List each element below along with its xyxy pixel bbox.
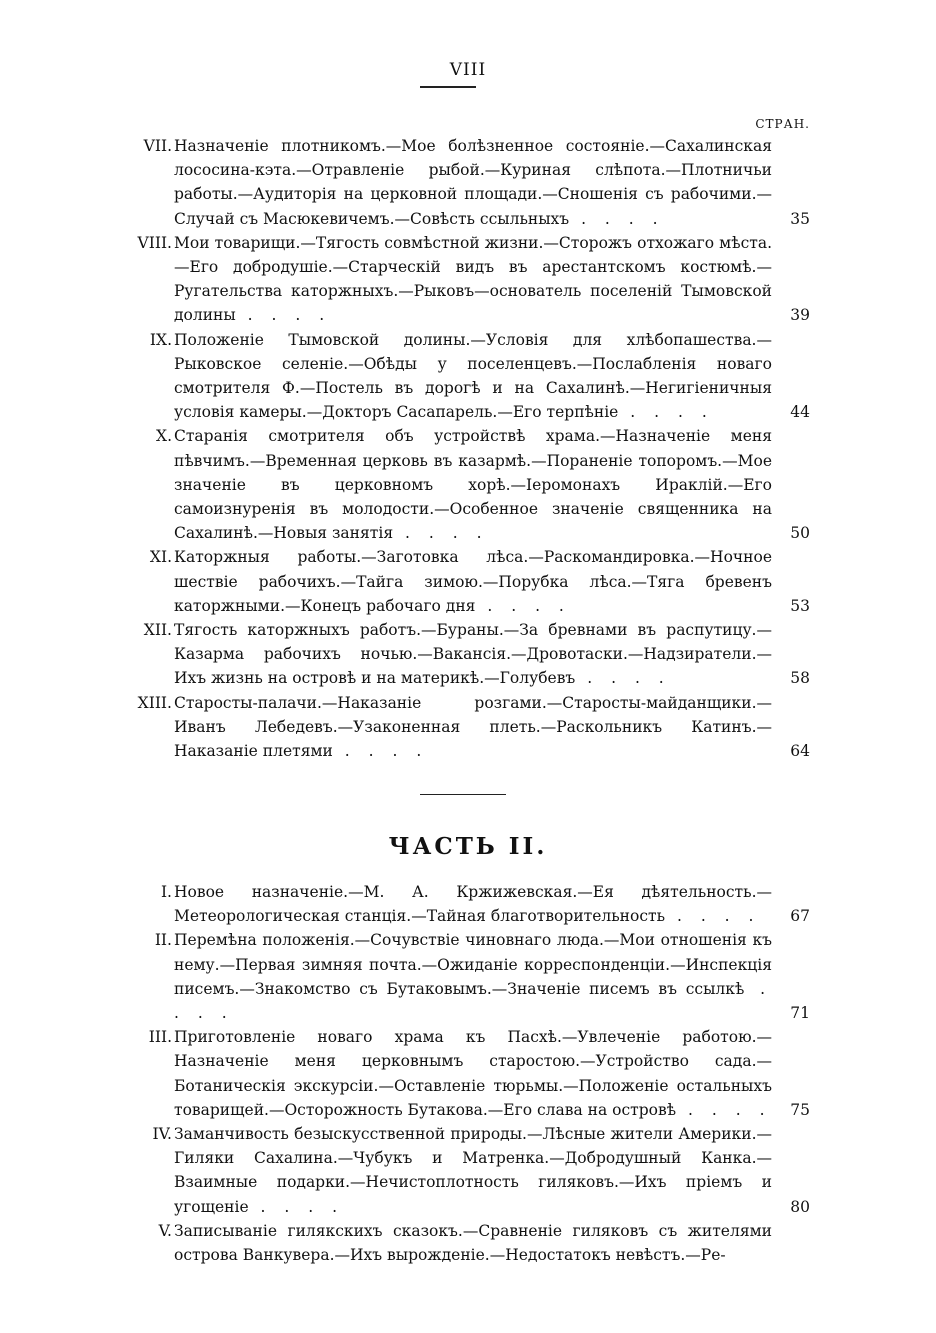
toc-entry-page: 39	[790, 306, 810, 325]
toc-entry	[106, 928, 810, 1025]
toc-entry-title: Тягость каторжныхъ работъ.—Бураны.—За бревнами въ распутицу.—Казарма рабочихъ ночью.—Вакансія.—Дровотаски.—Надзиратели.—Ихъ жизнь на островѣ и на материкѣ.—Голубевъ	[174, 621, 772, 688]
page-number: VIII	[449, 60, 487, 80]
dot-leader: . . . .	[569, 209, 665, 228]
toc-entry-title: Приготовленіе новаго храма къ Пасхѣ.—Увлеченіе работою.—Назначеніе меня церковнымъ старостою.—Устройство сада.—Ботаническія экскурсіи.—Оставленіе тюрьмы.—Положеніе остальныхъ товарищей.—Осторожность Бутакова.—Его слава на островѣ	[174, 1028, 772, 1119]
toc-entry-number: X.	[156, 427, 172, 446]
toc-entry	[106, 134, 810, 231]
toc-entry	[106, 1122, 810, 1219]
toc-entry	[106, 545, 810, 618]
toc-entry-number: I.	[160, 883, 172, 901]
toc-entry	[106, 424, 810, 545]
toc-entry-title: Записываніе гилякскихъ сказокъ.—Сравненіе гиляковъ съ жителями острова Ванкувера.—Ихъ вырожденіе.—Недостатокъ невѣстъ.—Ре-	[174, 1221, 772, 1265]
section-divider	[420, 794, 506, 795]
toc-entry-text	[174, 424, 772, 545]
toc-entry	[106, 231, 810, 328]
dot-leader: . . . .	[665, 907, 761, 926]
page-number-rule	[420, 86, 476, 88]
dot-leader: . . . .	[618, 403, 714, 422]
toc-entry	[106, 691, 810, 764]
toc-entry-text	[174, 880, 772, 928]
toc-part-2	[106, 880, 810, 1267]
toc-entry-text	[174, 1219, 772, 1267]
toc-entry-number: IV.	[152, 1125, 172, 1144]
toc-entry-page: 80	[790, 1197, 810, 1216]
toc-entry-page: 35	[790, 209, 810, 228]
toc-entry-number: XIII.	[137, 693, 172, 712]
toc-entry-title: Положеніе Тымовской долины.—Условія для хлѣбопашества.—Рыковское селеніе.—Обѣды у поселенцевъ.—Послабленія новаго смотрителя Ф.—Постель въ дорогѣ и на Сахалинѣ.—Негигіеничныя условія камеры.—Докторъ Сасапарель.—Его терпѣніе	[174, 330, 772, 422]
toc-entry-text	[174, 1122, 772, 1219]
dot-leader: . . . .	[248, 1197, 345, 1216]
toc-entry	[106, 1219, 810, 1267]
dot-leader: . . . .	[676, 1100, 772, 1119]
page-column-label: СТРАН.	[755, 117, 810, 131]
part-heading: ЧАСТЬ II.	[388, 833, 548, 860]
toc-entry-number: VIII.	[137, 233, 172, 252]
toc-entry-text	[174, 618, 772, 691]
toc-entry-title: Новое назначеніе.—М. А. Кржижевская.—Ея дѣятельность.—Метеорологическая станція.—Тайная благотворительность	[174, 883, 772, 926]
toc-entry-number: XI.	[149, 548, 172, 567]
toc-entry-title: Назначеніе плотникомъ.—Мое болѣзненное состояніе.—Сахалинская лососина-кэта.—Отравленіе рыбой.—Куриная слѣпота.—Плотничьи работы.—Аудиторія на церковной площади.—Сношенія съ рабочими.—Случай съ Масюкевичемъ.—Совѣсть ссыльныхъ	[174, 137, 772, 228]
toc-entry-title: Перемѣна положенія.—Сочувствіе чиновнаго люда.—Мои отношенія къ нему.—Первая зимняя почта.—Ожиданіе корреспонденціи.—Инспекція писемъ.—Знакомство съ Бутаковымъ.—Значеніе писемъ въ ссылкѣ	[174, 931, 772, 998]
dot-leader: . . . .	[393, 524, 489, 543]
toc-entry-title: Мои товарищи.—Тягость совмѣстной жизни.—Сторожъ отхожаго мѣста.—Его добродушіе.—Старческій видъ въ арестантскомъ костюмѣ.—Ругательства каторжныхъ.—Рыковъ—основатель поселеній Тымовской долины	[174, 233, 772, 325]
toc-entry-text	[174, 134, 772, 231]
dot-leader: . . . .	[475, 596, 571, 615]
toc-entry-title: Заманчивость безыскусственной природы.—Лѣсные жители Америки.—Гиляки Сахалина.—Чубукъ и Матренка.—Добродушный Канка.—Взаимные подарки.—Нечистоплотность гиляковъ.—Ихъ пріемъ и угощеніе	[174, 1125, 772, 1216]
toc-entry-page: 67	[790, 907, 810, 926]
toc-entry-text	[174, 545, 772, 618]
toc-entry-text	[174, 691, 772, 764]
dot-leader: . . . .	[174, 979, 773, 1023]
dot-leader: . . . .	[575, 669, 671, 688]
toc-entry-page: 50	[790, 524, 810, 543]
dot-leader: . . . .	[235, 306, 332, 325]
toc-entry	[106, 880, 810, 928]
toc-entry-number: V.	[158, 1221, 172, 1240]
toc-entry-number: II.	[154, 931, 172, 950]
toc-entry-number: IX.	[149, 330, 172, 349]
toc-entry-page: 44	[790, 403, 810, 422]
toc-entry	[106, 328, 810, 425]
toc-entry	[106, 1025, 810, 1122]
toc-entry-number: III.	[148, 1028, 172, 1047]
toc-entry-title: Старосты-палачи.—Наказаніе розгами.—Старосты-майданщики.—Иванъ Лебедевъ.—Узаконенная плеть.—Раскольникъ Катинъ.—Наказаніе плетями	[174, 693, 772, 761]
toc-part-1	[106, 134, 810, 763]
toc-entry-page: 53	[790, 596, 810, 615]
dot-leader: . . . .	[332, 742, 429, 761]
toc-entry-text	[174, 1025, 772, 1122]
toc-entry	[106, 618, 810, 691]
toc-entry-text	[174, 928, 772, 1025]
toc-entry-text	[174, 328, 772, 425]
toc-entry-number: XII.	[143, 621, 172, 640]
toc-entry-title: Старанія смотрителя объ устройствѣ храма.—Назначеніе меня пѣвчимъ.—Временная церковь въ казармѣ.—Пораненіе топоромъ.—Мое значеніе въ церковномъ хорѣ.—Іеромонахъ Ираклій.—Его самоизнуренія въ молодости.—Особенное значеніе священника на Сахалинѣ.—Новыя занятія	[174, 427, 772, 543]
toc-entry-page: 58	[790, 669, 810, 688]
toc-entry-page: 64	[790, 742, 810, 761]
toc-entry-page: 71	[790, 1004, 810, 1023]
toc-entry-page: 75	[790, 1100, 810, 1119]
toc-entry-title: Каторжныя работы.—Заготовка лѣса.—Раскомандировка.—Ночное шествіе рабочихъ.—Тайга зимою.—Порубка лѣса.—Тяга бревенъ каторжными.—Конецъ рабочаго дня	[174, 548, 772, 615]
toc-entry-number: VII.	[143, 137, 172, 155]
toc-entry-text	[174, 231, 772, 328]
